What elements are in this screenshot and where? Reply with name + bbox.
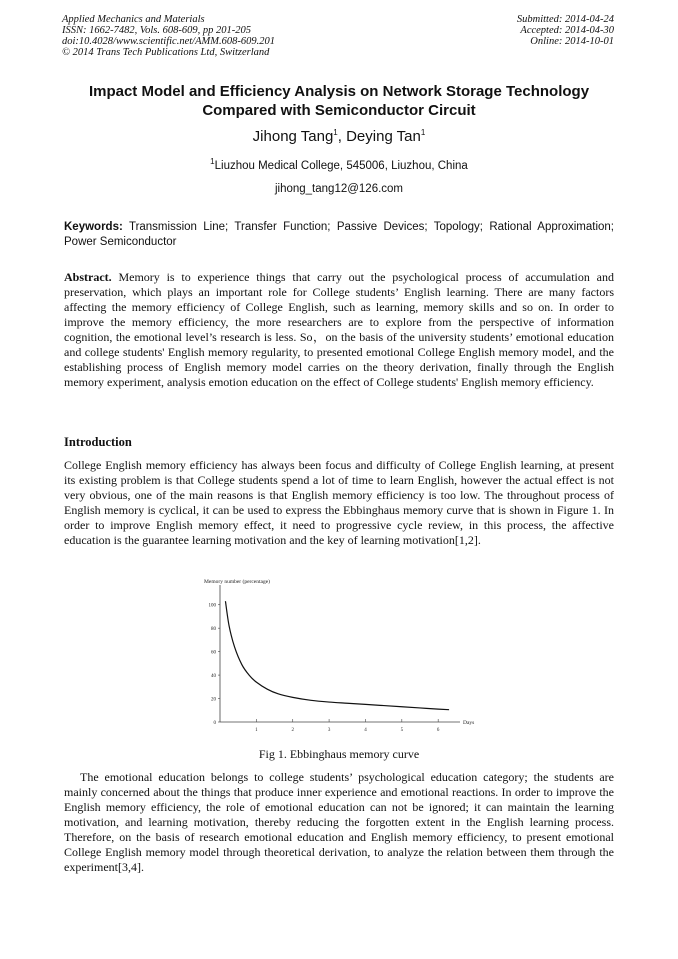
abstract-text: Memory is to experience things that carry out the psychological process of accumulation and preservation, which plays an important role for College students’ English learning. There are many factors affecting the memory efficiency of College English, such as learning, memory skills and so on. In order to improve the memory efficiency, the more researchers are to explore from the perspective of information cognition, the emotional level’s research is less. So，on the basis of the university students’ emotional education and college students' English memory regularity, to presented emotional College English memory model, and the establishing process of English memory model carries on the theory derivation, finally through the English memory experiment, analysis emotion education on the effect of College students' English memory efficiency. <box>64 270 614 389</box>
author-sup-2: 1 <box>420 128 426 137</box>
paper-title <box>40 82 638 120</box>
x-tick-label-6: 6 <box>436 728 440 733</box>
x-axis-label: Days <box>463 720 475 726</box>
submitted-date: Submitted: 2014-04-24 <box>516 14 614 25</box>
keywords <box>64 220 614 250</box>
x-tick-label-5: 5 <box>400 728 404 733</box>
y-axis-label: Memory number (percentage) <box>204 579 270 585</box>
x-tick-label-3: 3 <box>327 728 331 733</box>
journal-header-right <box>517 14 614 47</box>
accepted-date: Accepted: 2014-04-30 <box>520 25 614 36</box>
online-date: Online: 2014-10-01 <box>530 36 614 47</box>
y-tick-label-80: 80 <box>211 626 216 632</box>
abstract <box>64 270 614 390</box>
chart-axes <box>204 578 474 726</box>
chart-ticks <box>209 604 440 733</box>
author-separator: , <box>337 128 347 145</box>
y-tick-label-60: 60 <box>211 650 216 656</box>
introduction-paragraph-1: College English memory efficiency has always been focus and difficulty of College English learning, at present its existing problem is that College students spend a lot of time to learn English, however the actual effect is not very obvious, one of the main reasons is that English memory efficiency is too low. The throughout process of English memory is cyclical, it can be used to express the Ebbinghaus memory curve that is shown in Figure 1. In order to improve English memory effect, it need to progressive cycle review, in this process, the affective education is the guarantee learning motivation and the key of learning motivation[1,2]. <box>64 458 614 547</box>
x-tick-label-4: 4 <box>364 728 367 733</box>
author-name-2: Deying Tan <box>346 128 421 145</box>
doi-line: doi:10.4028/www.scientific.net/AMM.608-609.201 <box>62 36 275 47</box>
y-tick-label-0: 0 <box>213 720 216 726</box>
author-sup-1: 1 <box>333 128 338 137</box>
keywords-label: Keywords: <box>64 221 123 233</box>
journal-name: Applied Mechanics and Materials <box>62 14 205 25</box>
affiliation <box>40 157 638 172</box>
abstract-label: Abstract. <box>64 270 112 284</box>
x-tick-label-2: 2 <box>291 728 294 733</box>
introduction-heading: Introduction <box>64 435 132 449</box>
y-tick-label-20: 20 <box>211 697 216 703</box>
chart-series <box>225 601 449 709</box>
author-name-1: Jihong Tang <box>252 128 334 145</box>
y-tick-label-100: 100 <box>208 603 216 609</box>
keywords-text: Transmission Line; Transfer Function; Passive Devices; Topology; Rational Approximation; Power Semiconductor <box>64 221 614 248</box>
author-email: jihong_tang12@126.com <box>274 183 404 195</box>
figure-caption: Fig 1. Ebbinghaus memory curve <box>258 747 420 761</box>
author-list <box>40 128 638 145</box>
x-tick-label-1: 1 <box>255 728 258 733</box>
affiliation-sup: 1 <box>210 157 215 166</box>
title-line-1: Impact Model and Efficiency Analysis on Network Storage Technology <box>88 83 590 100</box>
ebbinghaus-chart <box>198 575 480 735</box>
title-line-2: Compared with Semiconductor Circuit <box>202 102 476 119</box>
issn-line: ISSN: 1662-7482, Vols. 608-609, pp 201-205 <box>62 25 251 36</box>
copyright-line: © 2014 Trans Tech Publications Ltd, Switzerland <box>62 47 270 58</box>
journal-header-left <box>62 14 275 58</box>
y-tick-label-40: 40 <box>211 673 216 679</box>
series-line-0 <box>225 601 449 709</box>
introduction-paragraph-2: The emotional education belongs to college students’ psychological education category; the students are mainly concerned about the things that produce inner experience and emotional reactions. In order to improve the English memory efficiency, the role of emotional education can not be ignored; it can maintain the learning motivation, and learning motivation, thereby reducing the forgotten extent in the English learning process. Therefore, on the basis of research emotional education and English memory efficiency, to present emotional College English memory model through theoretical derivation, to analyze the relation between them through the experiment[3,4]. <box>64 770 614 874</box>
affiliation-text: Liuzhou Medical College, 545006, Liuzhou, China <box>214 159 468 172</box>
